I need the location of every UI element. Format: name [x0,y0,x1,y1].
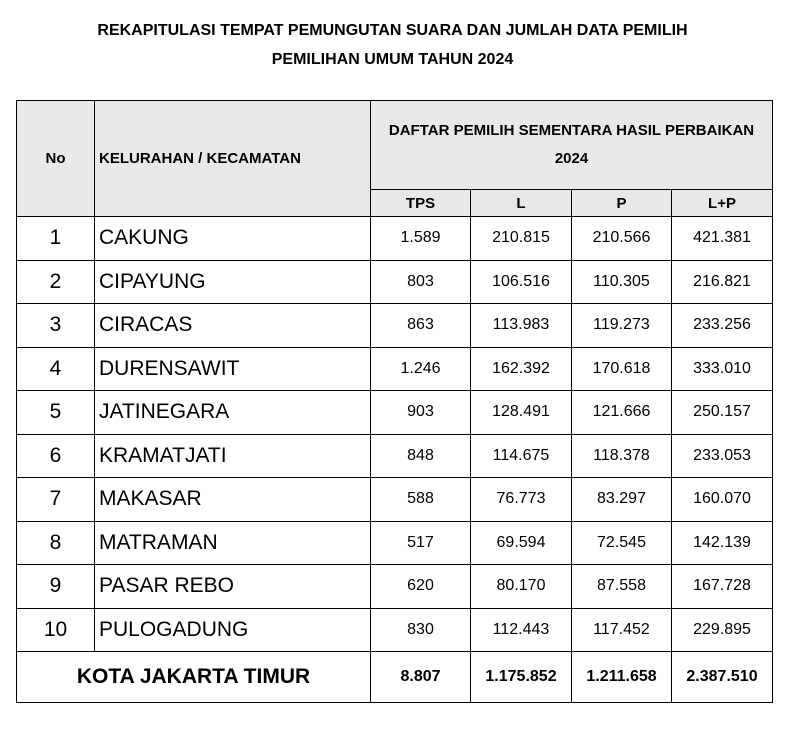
cell-p: 118.378 [572,434,672,478]
cell-no: 1 [17,217,95,261]
table-row [17,217,773,261]
header-no: No [17,101,95,217]
cell-l: 113.983 [471,304,572,348]
table-row [17,478,773,522]
cell-l: 128.491 [471,391,572,435]
cell-lp: 142.139 [672,521,773,565]
cell-name: PULOGADUNG [95,608,371,652]
report-title-line-2: PEMILIHAN UMUM TAHUN 2024 [271,51,514,68]
voter-data-table [16,100,773,703]
cell-lp: 233.053 [672,434,773,478]
report-title-line-1: REKAPITULASI TEMPAT PEMUNGUTAN SUARA DAN JUMLAH DATA PEMILIH [97,22,688,39]
cell-p: 117.452 [572,608,672,652]
cell-lp: 421.381 [672,217,773,261]
cell-name: MATRAMAN [95,521,371,565]
total-p: 1.211.658 [572,652,672,703]
cell-tps: 588 [371,478,471,522]
cell-p: 170.618 [572,347,672,391]
cell-l: 112.443 [471,608,572,652]
cell-p: 87.558 [572,565,672,609]
header-tps: TPS [371,190,471,217]
cell-no: 9 [17,565,95,609]
cell-l: 106.516 [471,260,572,304]
cell-lp: 229.895 [672,608,773,652]
table-row [17,608,773,652]
total-tps: 8.807 [371,652,471,703]
cell-no: 3 [17,304,95,348]
cell-tps: 830 [371,608,471,652]
cell-name: PASAR REBO [95,565,371,609]
cell-l: 210.815 [471,217,572,261]
table-row [17,260,773,304]
cell-tps: 517 [371,521,471,565]
cell-tps: 620 [371,565,471,609]
table-row [17,521,773,565]
table-row [17,391,773,435]
cell-no: 5 [17,391,95,435]
cell-no: 4 [17,347,95,391]
cell-p: 121.666 [572,391,672,435]
cell-l: 114.675 [471,434,572,478]
table-row [17,434,773,478]
header-lp: L+P [672,190,773,217]
cell-name: CIRACAS [95,304,371,348]
cell-name: MAKASAR [95,478,371,522]
header-kelurahan: KELURAHAN / KECAMATAN [95,101,371,217]
total-label: KOTA JAKARTA TIMUR [17,652,371,703]
cell-lp: 333.010 [672,347,773,391]
cell-lp: 233.256 [672,304,773,348]
cell-l: 162.392 [471,347,572,391]
cell-name: CAKUNG [95,217,371,261]
cell-tps: 863 [371,304,471,348]
cell-p: 110.305 [572,260,672,304]
header-dps: DAFTAR PEMILIH SEMENTARA HASIL PERBAIKAN 2024 [371,101,773,190]
cell-p: 72.545 [572,521,672,565]
cell-no: 7 [17,478,95,522]
header-p: P [572,190,672,217]
cell-name: JATINEGARA [95,391,371,435]
cell-name: KRAMATJATI [95,434,371,478]
cell-lp: 167.728 [672,565,773,609]
cell-name: DURENSAWIT [95,347,371,391]
table-row [17,565,773,609]
cell-no: 10 [17,608,95,652]
cell-tps: 1.246 [371,347,471,391]
table-row [17,304,773,348]
cell-lp: 160.070 [672,478,773,522]
cell-no: 8 [17,521,95,565]
total-l: 1.175.852 [471,652,572,703]
cell-tps: 1.589 [371,217,471,261]
cell-tps: 903 [371,391,471,435]
cell-tps: 848 [371,434,471,478]
cell-no: 2 [17,260,95,304]
cell-l: 76.773 [471,478,572,522]
table-row [17,347,773,391]
cell-lp: 250.157 [672,391,773,435]
cell-name: CIPAYUNG [95,260,371,304]
cell-no: 6 [17,434,95,478]
header-l: L [471,190,572,217]
cell-p: 210.566 [572,217,672,261]
cell-tps: 803 [371,260,471,304]
cell-l: 80.170 [471,565,572,609]
cell-lp: 216.821 [672,260,773,304]
total-row [17,652,773,703]
cell-p: 83.297 [572,478,672,522]
cell-p: 119.273 [572,304,672,348]
total-lp: 2.387.510 [672,652,773,703]
cell-l: 69.594 [471,521,572,565]
